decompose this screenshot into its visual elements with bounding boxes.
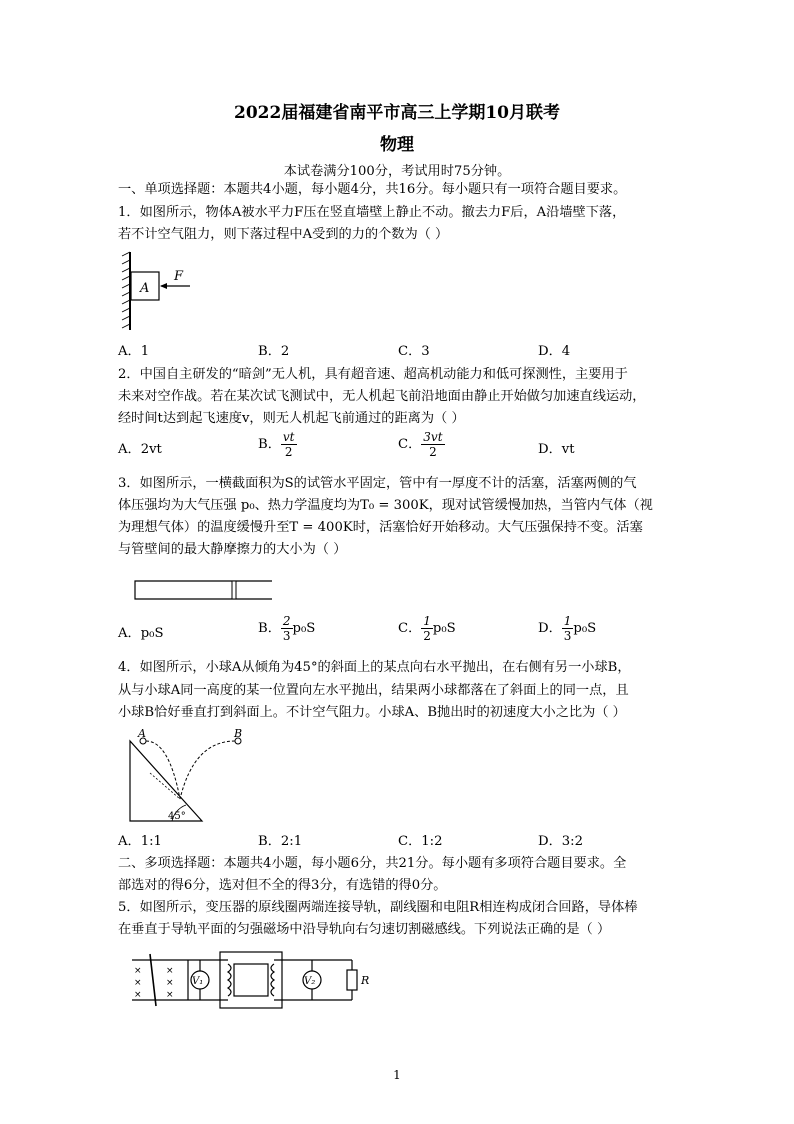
q2-option-c-label: C． bbox=[398, 437, 422, 452]
svg-text:×: × bbox=[166, 978, 174, 988]
fraction-numerator: 1 bbox=[423, 614, 431, 628]
fraction-denominator: 2 bbox=[423, 629, 431, 643]
svg-text:×: × bbox=[134, 966, 142, 976]
tube-outline bbox=[135, 581, 272, 599]
fraction-denominator: 3 bbox=[282, 629, 291, 643]
q3-option-c-label: C． bbox=[398, 621, 422, 636]
transformer-core-outer bbox=[220, 952, 282, 1008]
fraction-denominator: 3 bbox=[563, 629, 572, 643]
q4-option-d: D．3:2 bbox=[538, 834, 583, 849]
wall-hatching bbox=[122, 252, 130, 328]
q2-option-a: A．2vt bbox=[118, 442, 162, 457]
q5-text-line1: 5．如图所示，变压器的原线圈两端连接导轨，副线圈和电阻R相连构成闭合回路，导体棒 bbox=[118, 900, 638, 915]
q3-option-d-label: D． bbox=[538, 621, 562, 636]
q3-text-line1: 3．如图所示，一横截面积为S的试管水平固定，管中有一厚度不计的活塞，活塞两侧的气 bbox=[118, 476, 637, 491]
q4-incline-figure bbox=[124, 727, 252, 823]
exam-title: 2022届福建省南平市高三上学期10月联考 bbox=[234, 103, 560, 123]
q2-option-d: D．vt bbox=[538, 442, 575, 457]
voltmeter-v2-label: V₂ bbox=[304, 976, 316, 987]
q2-option-c-fraction bbox=[421, 430, 444, 459]
q3-text-line4: 与管壁间的最大静摩擦力的大小为（ ） bbox=[118, 542, 347, 557]
fraction-numerator: 3vt bbox=[423, 430, 443, 444]
q4-option-b: B．2:1 bbox=[258, 834, 303, 849]
q2-text-line3: 经时间t达到起飞速度v，则无人机起飞前通过的距离为（ ） bbox=[118, 411, 465, 426]
q3-option-b-fraction bbox=[281, 614, 293, 643]
q1-option-b: B．2 bbox=[258, 344, 290, 359]
q3-option-c-tail: p₀S bbox=[432, 621, 456, 636]
q1-option-a: A．1 bbox=[118, 344, 150, 359]
voltmeter-v1-label: V₁ bbox=[192, 976, 204, 987]
q2-text-line1: 2．中国自主研发的“暗剑”无人机，具有超音速、超高机动能力和低可探测性，主要用于 bbox=[118, 367, 628, 382]
fraction-numerator: 1 bbox=[563, 614, 572, 628]
ball-a-label: A bbox=[138, 727, 146, 740]
incline bbox=[130, 741, 202, 821]
q3-option-d-tail: p₀S bbox=[573, 621, 597, 636]
q4-text-line3: 小球B恰好垂直打到斜面上。不计空气阻力。小球A、B抛出时的初速度大小之比为（ ） bbox=[118, 705, 626, 720]
svg-text:×: × bbox=[166, 966, 174, 976]
trajectory-b bbox=[180, 741, 235, 799]
transformer-core-inner bbox=[234, 964, 268, 996]
primary-coil bbox=[228, 964, 231, 996]
q2-option-c bbox=[398, 430, 445, 459]
conductor-rod bbox=[150, 954, 156, 1006]
q3-option-a: A．p₀S bbox=[118, 626, 164, 641]
q3-option-b-label: B． bbox=[258, 621, 281, 636]
q4-option-c: C．1:2 bbox=[398, 834, 443, 849]
q1-option-d: D．4 bbox=[538, 344, 571, 359]
q3-option-d-fraction bbox=[562, 614, 574, 643]
piston bbox=[232, 581, 236, 599]
q3-option-c-fraction bbox=[421, 614, 433, 643]
q2-option-b-label: B． bbox=[258, 437, 281, 452]
fraction-denominator: 2 bbox=[284, 445, 293, 459]
ball-b-label: B bbox=[234, 727, 243, 740]
resistor-label: R bbox=[361, 974, 370, 987]
section1-heading: 一、单项选择题：本题共4小题，每小题4分，共16分。每小题只有一项符合题目要求。 bbox=[118, 182, 627, 197]
q4-option-a: A．1:1 bbox=[118, 834, 162, 849]
svg-text:×: × bbox=[134, 978, 142, 988]
q2-text-line2: 未来对空作战。若在某次试飞测试中，无人机起飞前沿地面由静止开始做匀加速直线运动， bbox=[118, 389, 646, 404]
q3-option-b-tail: p₀S bbox=[292, 621, 316, 636]
q1-text-line1: 1．如图所示，物体A被水平力F压在竖直墙壁上静止不动。撤去力F后，A沿墙壁下落， bbox=[118, 205, 626, 220]
force-label: F bbox=[174, 269, 184, 284]
q1-option-c: C．3 bbox=[398, 344, 430, 359]
page-number: 1 bbox=[393, 1068, 401, 1082]
subject-title: 物理 bbox=[380, 135, 414, 155]
q1-text-line2: 若不计空气阻力，则下落过程中A受到的力的个数为（ ） bbox=[118, 227, 449, 242]
q5-transformer-circuit-figure bbox=[128, 944, 388, 1020]
q3-option-c bbox=[398, 614, 456, 643]
q3-option-b bbox=[258, 614, 315, 643]
q3-option-d bbox=[538, 614, 596, 643]
q3-text-line2: 体压强均为大气压强 p₀、热力学温度均为T₀ = 300K，现对试管缓慢加热，当管内气体（视 bbox=[118, 498, 653, 513]
q2-option-b bbox=[258, 430, 297, 459]
q4-text-line2: 从与小球A同一高度的某一位置向左水平抛出，结果两小球都落在了斜面上的同一点，且 bbox=[118, 683, 629, 698]
svg-text:×: × bbox=[166, 990, 174, 1000]
q1-wall-block-figure bbox=[118, 250, 208, 332]
fraction-numerator: vt bbox=[282, 430, 295, 444]
section2-heading-line2: 部选对的得6分，选对但不全的得3分，有选错的得0分。 bbox=[118, 878, 447, 893]
fraction-numerator: 2 bbox=[282, 614, 291, 628]
q3-test-tube-figure bbox=[132, 578, 274, 602]
angle-label: 45° bbox=[168, 811, 186, 822]
exam-note: 本试卷满分100分，考试用时75分钟。 bbox=[283, 164, 511, 179]
q5-text-line2: 在垂直于导轨平面的匀强磁场中沿导轨向右匀速切割磁感线。下列说法正确的是（ ） bbox=[118, 922, 611, 937]
fraction-denominator: 2 bbox=[429, 445, 437, 459]
block-a-label: A bbox=[140, 281, 150, 296]
force-arrowhead bbox=[160, 283, 167, 289]
secondary-coil bbox=[271, 964, 274, 996]
section2-heading-line1: 二、多项选择题：本题共4小题，每小题6分，共21分。每小题有多项符合题目要求。全 bbox=[118, 856, 627, 871]
resistor bbox=[347, 970, 357, 990]
q3-text-line3: 为理想气体）的温度缓慢升至T = 400K时，活塞恰好开始移动。大气压强保持不变。活塞 bbox=[118, 520, 643, 535]
q2-option-b-fraction bbox=[281, 430, 297, 459]
svg-text:×: × bbox=[134, 990, 142, 1000]
q4-text-line1: 4．如图所示，小球A从倾角为45°的斜面上的某点向右水平抛出，在右侧有另一小球B， bbox=[118, 660, 631, 675]
